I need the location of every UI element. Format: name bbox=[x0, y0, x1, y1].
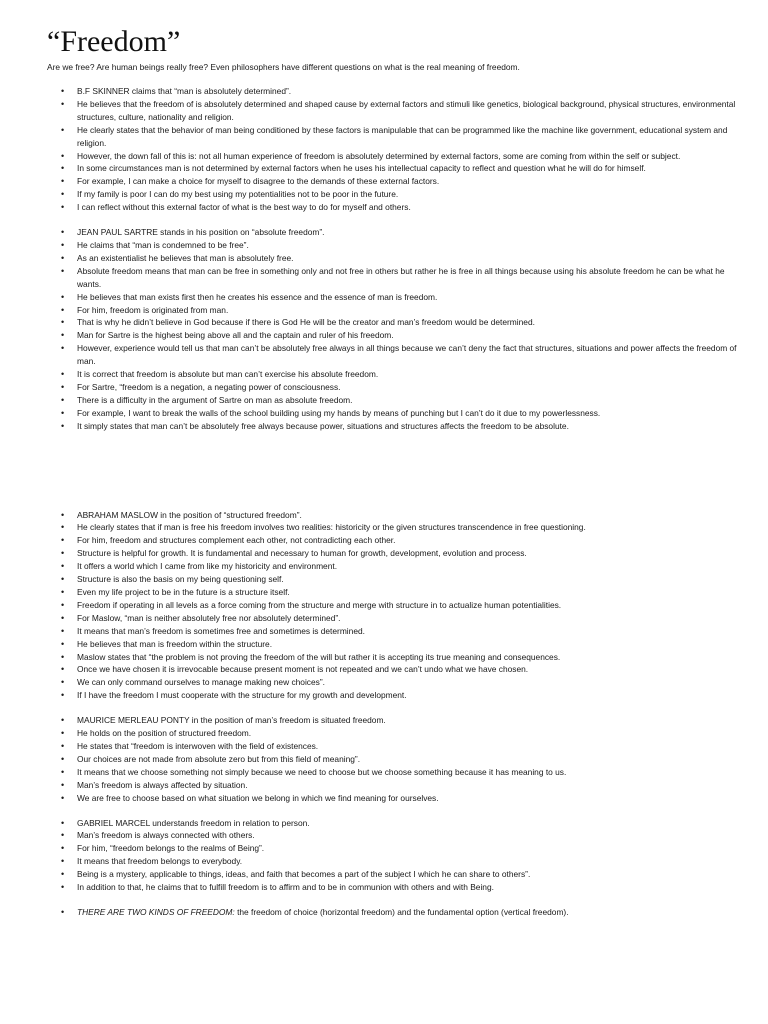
list-item: • It offers a world which I came from like my historicity and environment. bbox=[77, 560, 740, 573]
intro-paragraph: Are we free? Are human beings really free? Even philosophers have different questions on what is the real meaning of freedom. bbox=[47, 62, 520, 72]
list-item: • Once we have chosen it is irrevocable because present moment is not repeated and we can’t undo what we have chosen. bbox=[77, 663, 740, 676]
list-item: • We can only command ourselves to manage making new choices”. bbox=[77, 676, 740, 689]
skinner-list bbox=[47, 85, 740, 214]
list-item: • He believes that man is freedom within the structure. bbox=[77, 638, 740, 651]
sartre-list bbox=[47, 226, 740, 433]
list-item: • It is correct that freedom is absolute but man can’t exercise his absolute freedom. bbox=[77, 368, 740, 381]
list-item: • We are free to choose based on what situation we belong in which we find meaning for ourselves. bbox=[77, 792, 740, 805]
page-title: “Freedom” bbox=[47, 25, 181, 58]
spacer bbox=[47, 214, 740, 226]
spacer bbox=[47, 805, 740, 817]
list-item: • However, the down fall of this is: not all human experience of freedom is absolutely determined by external factors, some are coming from within the self or subject. bbox=[77, 150, 740, 163]
list-item: • I can reflect without this external factor of what is the best way to do for myself and others. bbox=[77, 201, 740, 214]
list-item: • Man’s freedom is always connected with others. bbox=[77, 829, 740, 842]
list-item: • It simply states that man can’t be absolutely free always because power, situations and structures affects the freedom to be absolute. bbox=[77, 420, 740, 433]
maslow-list bbox=[47, 509, 740, 703]
list-item: • For Maslow, “man is neither absolutely free nor absolutely determined”. bbox=[77, 612, 740, 625]
list-item: • As an existentialist he believes that man is absolutely free. bbox=[77, 252, 740, 265]
list-item: • JEAN PAUL SARTRE stands in his position on “absolute freedom”. bbox=[77, 226, 740, 239]
list-item: • He believes that man exists first then he creates his essence and the essence of man is freedom. bbox=[77, 291, 740, 304]
kinds-emphasis: THERE ARE TWO KINDS OF FREEDOM: bbox=[77, 906, 235, 917]
list-item: • He states that “freedom is interwoven with the field of existences. bbox=[77, 740, 740, 753]
list-item: • If I have the freedom I must cooperate with the structure for my growth and development. bbox=[77, 689, 740, 702]
list-item: • Maslow states that “the problem is not proving the freedom of the will but rather it is accepting its true meaning and consequences. bbox=[77, 651, 740, 664]
list-item: • For example, I can make a choice for myself to disagree to the demands of these external factors. bbox=[77, 175, 740, 188]
list-item: • That is why he didn’t believe in God because if there is God He will be the creator and man’s freedom would be determined. bbox=[77, 316, 740, 329]
list-item: • If my family is poor I can do my best using my potentialities not to be poor in the future. bbox=[77, 188, 740, 201]
list-item: • GABRIEL MARCEL understands freedom in relation to person. bbox=[77, 817, 740, 830]
list-item: • In some circumstances man is not determined by external factors when he uses his intellectual capacity to reflect and question what he will do for himself. bbox=[77, 162, 740, 175]
list-item: • He holds on the position of structured freedom. bbox=[77, 727, 740, 740]
list-item: • For him, freedom is originated from man. bbox=[77, 304, 740, 317]
list-item: • It means that we choose something not simply because we need to choose but we choose something because it has meaning to us. bbox=[77, 766, 740, 779]
list-item: • He clearly states that the behavior of man being conditioned by these factors is manipulable that can be programmed like the machine like government, educational system and religion. bbox=[77, 124, 740, 150]
list-item: • Absolute freedom means that man can be free in something only and not free in others but rather he is free in all things because using his absolute freedom he can be what he wants. bbox=[77, 265, 740, 291]
list-item: • He clearly states that if man is free his freedom involves two realities: historicity or the given structures transcendence in free questioning. bbox=[77, 521, 740, 534]
kinds-of-freedom-list bbox=[47, 906, 740, 919]
list-item: • Man for Sartre is the highest being above all and the captain and ruler of his freedom. bbox=[77, 329, 740, 342]
list-item: • Even my life project to be in the future is a structure itself. bbox=[77, 586, 740, 599]
spacer bbox=[47, 433, 740, 509]
list-item: • Structure is also the basis on my being questioning self. bbox=[77, 573, 740, 586]
list-item: • It means that man’s freedom is sometimes free and sometimes is determined. bbox=[77, 625, 740, 638]
list-item: • For example, I want to break the walls of the school building using my hands by means of punching but I can’t do it due to my powerlessness. bbox=[77, 407, 740, 420]
list-item: • Structure is helpful for growth. It is fundamental and necessary to human for growth, development, evolution and process. bbox=[77, 547, 740, 560]
list-item: • MAURICE MERLEAU PONTY in the position of man’s freedom is situated freedom. bbox=[77, 714, 740, 727]
list-item: • However, experience would tell us that man can’t be absolutely free always in all things because we can’t deny the fact that structures, situations and power affects the freedom of man. bbox=[77, 342, 740, 368]
list-item: • Freedom if operating in all levels as a force coming from the structure and merge with structure in to actualize human potentialities. bbox=[77, 599, 740, 612]
list-item: • He claims that “man is condemned to be free”. bbox=[77, 239, 740, 252]
list-item: • In addition to that, he claims that to fulfill freedom is to affirm and to be in communion with others and with Being. bbox=[77, 881, 740, 894]
merleau-ponty-list bbox=[47, 714, 740, 804]
list-item: • ABRAHAM MASLOW in the position of “structured freedom”. bbox=[77, 509, 740, 522]
list-item: • Being is a mystery, applicable to things, ideas, and faith that becomes a part of the subject I which he can share to others”. bbox=[77, 868, 740, 881]
spacer bbox=[47, 702, 740, 714]
list-item: • There is a difficulty in the argument of Sartre on man as absolute freedom. bbox=[77, 394, 740, 407]
marcel-list bbox=[47, 817, 740, 894]
list-item: • For him, “freedom belongs to the realms of Being”. bbox=[77, 842, 740, 855]
list-item: • Man’s freedom is always affected by situation. bbox=[77, 779, 740, 792]
kinds-rest: the freedom of choice (horizontal freedom) and the fundamental option (vertical freedom). bbox=[234, 906, 569, 917]
spacer bbox=[47, 894, 740, 906]
list-item: • B.F SKINNER claims that “man is absolutely determined”. bbox=[77, 85, 740, 98]
list-item: • For Sartre, “freedom is a negation, a negating power of consciousness. bbox=[77, 381, 740, 394]
list-item: • For him, freedom and structures complement each other, not contradicting each other. bbox=[77, 534, 740, 547]
list-item: • Our choices are not made from absolute zero but from this field of meaning”. bbox=[77, 753, 740, 766]
list-item: • It means that freedom belongs to everybody. bbox=[77, 855, 740, 868]
list-item bbox=[77, 906, 740, 919]
list-item: • He believes that the freedom of is absolutely determined and shaped cause by external factors and stimuli like genetics, biological background, physical structures, environmental structures, culture, nationality and religion. bbox=[77, 98, 740, 124]
